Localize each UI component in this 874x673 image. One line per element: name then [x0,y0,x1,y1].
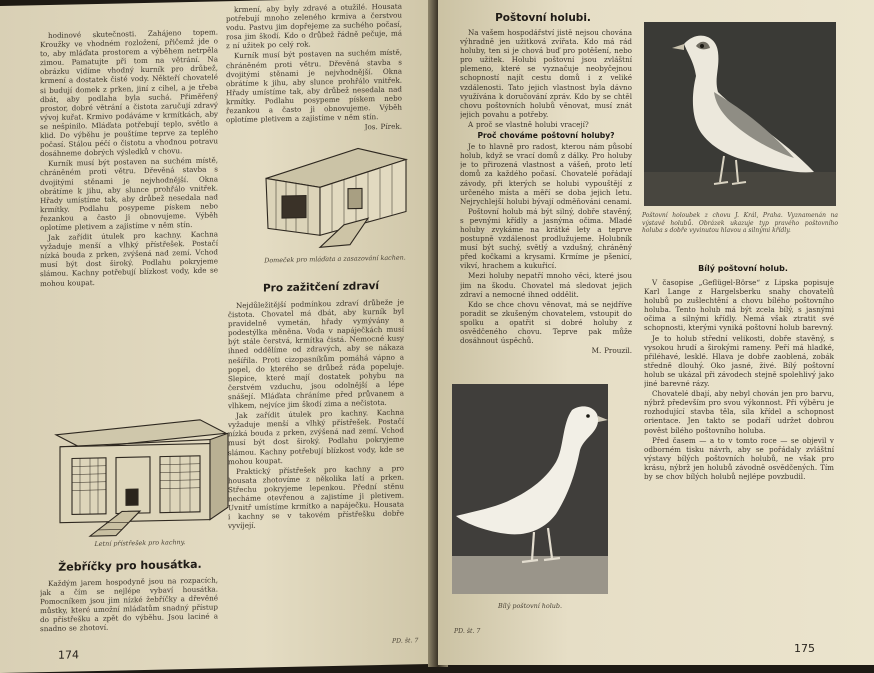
pigeon-photo-top [644,22,836,206]
right-col1-text3: Mezi holuby nepatří mnoho věci, které jsou jim na škodu. Chovatel má sledovat jejich zdraví a nemocné ihned oddělit. [460,271,632,298]
right-col2-body [644,278,834,624]
left-page-number: 174 [58,648,79,661]
duck-shelter-illustration [50,409,240,541]
photo2-caption: Bílý poštovní holub. [452,602,608,610]
right-col1-text4: Kdo se chce chovu věnovat, má se nejdříve poradit se zkušeným chovatelem, vstoupit do spolku a opatřit si dobré holuby z osvědčeného chovu. Teprve pak může dosáhnout úspěchů. [460,300,632,345]
left-col1-bottom [40,575,218,649]
right-col2-bottom-text: Před časem — a to v tomto roce — se objevil v odborném tisku návrh, aby se pořádaly zvláštní výstavy bílých poštovních holubů, ne však pro krásu, nýbrž jen holubů závodně osvědčených. Tím by se chov bílých holubů nejlépe povzbudil. [644,436,834,481]
left-col1-heading: Žebříčky pro housátka. [40,557,220,574]
left-col2-heading: Pro zažitčení zdraví [236,279,406,295]
left-col2-body [228,298,404,642]
left-col1-bottom-text: Každým jarem hospodyně jsou na rozpacích, jak a čím se nejlépe vybaví housátka. Pomocníkem jsou jim nízké žebříčky a dřevěné můstky, které umožní mláďatům snadný přístup do přístřešku a zpět do výběhu. Jsou laciné a snadno se zhotoví. [40,575,218,633]
right-col2-text2: Je to holub střední velikosti, dobře stavěný, s vysokou hrudí a širokými rameny. Peří má hladké, přiléhavé, lesklé. Hlava je dobře zaoblená, zobák středně dlouhý. Oko jasné, živé. Bílý poštovní holub se ukázal při závodech stejně spolehlivý jako jiné barevné rázy. [644,334,834,389]
pigeon-illustration-top [644,22,836,206]
left-col2-top [226,2,402,134]
left-page [0,0,436,673]
pigeon-photo-bottom [452,384,608,594]
fig1-caption: Letní přístřešek pro kachny. [60,537,220,548]
left-col2-author: Jos. Pírek. [226,122,402,133]
right-intro-text: Na vašem hospodářství jistě nejsou chována výhradně jen užitková zvířata. Kdo má rád holuby, ten si je chová buď pro potěšení, nebo pro užitek. Holubi poštovní jsou zvláštní plemeno, které se vyznačuje neobyčejnou schopností najít cestu domů i z veliké vzdálenosti. Tato jejich vlastnost byla dávno využívána k doručování zpráv. Kdo by se chtěl chovu poštovních holubů věnovat, musí znát jejich povahu a potřeby. [460,28,632,119]
right-col1-author: M. Prouzil. [460,346,632,355]
photo1-caption: Poštovní holoubek z chovu J. Král, Praha. Vyznamenán na výstavě holubů. Obrázek ukazuje typ pravého poštovního holuba s dobře vyvinutou hlavou a silnými křídly. [642,212,838,235]
left-issue-label: PD. št. 7 [392,637,418,645]
right-col1-text: Je to hlavně pro radost, kterou nám působí holub, když se vrací domů z dálky. Pro holuby je to přirozená vlastnost a vášeň, proto letí domů za každého počasí. Chovatelé pořádají závody, při kterých se holubi vypouštějí z určeného místa a měří se doba jejich letu. Nejrychlejší holubi bývají odměňováni cenami. [460,142,632,206]
right-page-number: 175 [794,642,815,655]
right-col1-top [460,28,632,372]
left-col2-top-text-extra: Kurník musí být postaven na suchém místě, chráněném proti větru. Dřevěná stavba s dvojitými stěnami je nejvhodnější. Okna obrátíme k jihu, aby slunce prohřálo vnitřek. Hřady umístíme tak, aby drůbež nesedala nad krmítky. Podlahu posypeme pískem nebo řezankou a často ji obnovujeme. Výběh oplotíme pletivem a zajistíme v něm stín. [226,48,402,124]
left-col2-text3: Praktický přístřešek pro kachny a pro housata zhotovíme z několika latí a prken. Střechu pokryjeme lepenkou. Přední stěnu necháme otevřenou a zajistíme ji pletivem. Uvnitř umístíme krmítko a napáječku. Housata i kachny se v takovém přístřešku dobře vyvíjejí. [228,463,404,530]
right-heading: Poštovní holubi. [468,12,618,24]
left-col1-top-text: hodinové skutečnosti. Zahájeno topem. Kroužky ve vhodném rozložení, přičemž jde o to, aby mláďata prostorem a výběhem netrpěla zimou. Pamatujte při tom na větrání. Na obrázku vidíme vhodný kurník pro drůbež, krmení a dostatek čisté vody. Někteří chovatelé si budují domek z prken, jiní z cihel, a je třeba dbát, aby podlaha byla suchá. Přiměřený prostor, dobré větrání a čistota zaručují zdravý vývoj kuřat. Krmivo podáváme v krmítkách, aby se nešpinilo. Mláďata potřebují teplo, světlo a klid. Do výběhu je pouštíme teprve za teplého počasí. Stálou péčí o čistotu a vhodnou potravu dosáhneme dobrých výsledků v chovu. [40,27,218,158]
left-col2-top-text: krmení, aby byly zdravé a otužilé. Housata potřebují mnoho zeleného krmiva a čerstvou vodu. Pastvu jim dopřejeme za suchého počasí, rosa jim škodí. Kdo o drůbež řádně pečuje, má z ní užitek po celý rok. [226,2,402,51]
right-col1-text2: Poštovní holub má být silný, dobře stavěný, s pevnými křídly a jasnýma očima. Mladé holuby zvykáme na krátké lety a teprve postupně vzdálenost prodlužujeme. Holubník musí být suchý, světlý a vzdušný, chráněný před kočkami a krysami. Krmíme je pšenicí, vikví, hrachem a kukuřicí. [460,207,632,271]
fig2-caption: Domeček pro mláďata a zasazování kachen. [246,253,424,265]
right-subheading1: Proč chováme poštovní holuby? [460,131,632,140]
right-question: A proč se vlastně holubi vracejí? [460,120,632,129]
left-col1-mid-text: Kurník musí být postaven na suchém místě, chráněném proti větru. Dřevěná stavba s dvojitými stěnami je nejvhodnější. Okna obrátíme k jihu, aby slunce prohřálo vnitřek. Hřady umístíme tak, aby drůbež nesedala nad krmítky. Podlahu posypeme pískem nebo řezankou a často ji obnovujeme. Výběh oplotíme pletivem a zajistíme v něm stín. [40,156,218,232]
right-col2-text: V časopise „Geflügel-Börse“ z Lipska popisuje Karl Lange z Hargelsberku snahy chovatelů holubů po zušlechtění a chovu bílého poštovního holuba. Tento holub má být zcela bílý, s jasnými očima a silnými křídly. Nemá však ztratit své schopnosti, kterými vyniká poštovní holub barevný. [644,278,834,333]
chick-house-illustration [250,137,420,253]
left-col2-text2: Jak zařídit útulek pro kachny. Kachna vyžaduje menší a vlhký přístřešek. Postačí nízká bouda z prken, zvýšená nad zemí. Vchod musí být dost široký. Podlahu pokryjeme slámou. Kachny potřebují blízkost vody, kde se mohou koupat. [228,408,404,466]
left-col2-text: Nejdůležitější podmínkou zdraví drůbeže je čistota. Chovatel má dbát, aby kurník byl pravidelně vymetán, hřady vymývány a podestýlka měněna. Voda v napáječkách musí být stále čerstvá, krmítka čistá. Nemocné kusy ihned oddělíme od zdravých, aby se nákaza nešířila. Proti cizopasníkům pomáhá vápno a popel, do kterého se drůbež ráda popeluje. Slepice, které mají dostatek pohybu na čerstvém vzduchu, jsou odolnější a lépe snášejí. Mláďata chráníme před průvanem a vlhkem, nejvíce jim škodí zima a nečistota. [228,298,404,411]
right-col2-text3: Chovatelé dbají, aby nebyl chován jen pro barvu, nýbrž především pro svou výkonnost. Při výběru je rozhodující stavba těla, síla křídel a schopnost orientace. Jen takto se podaří udržet dobrou pověst bílého poštovního holuba. [644,389,834,434]
right-issue-label: PD. št. 7 [454,628,480,635]
left-col1-top [40,27,218,403]
left-col1-mid-text-repeat: Jak zařídit útulek pro kachny. Kachna vyžaduje menší a vlhký přístřešek. Postačí nízká bouda z prken, zvýšená nad zemí. Vchod musí být dost široký. Podlahu pokryjeme slámou. Kachny potřebují blízkost vody, kde se mohou koupat. [40,229,218,287]
white-pigeon-illustration [452,384,608,594]
right-subheading2: Bílý poštovní holub. [650,264,836,273]
right-page [438,0,874,665]
